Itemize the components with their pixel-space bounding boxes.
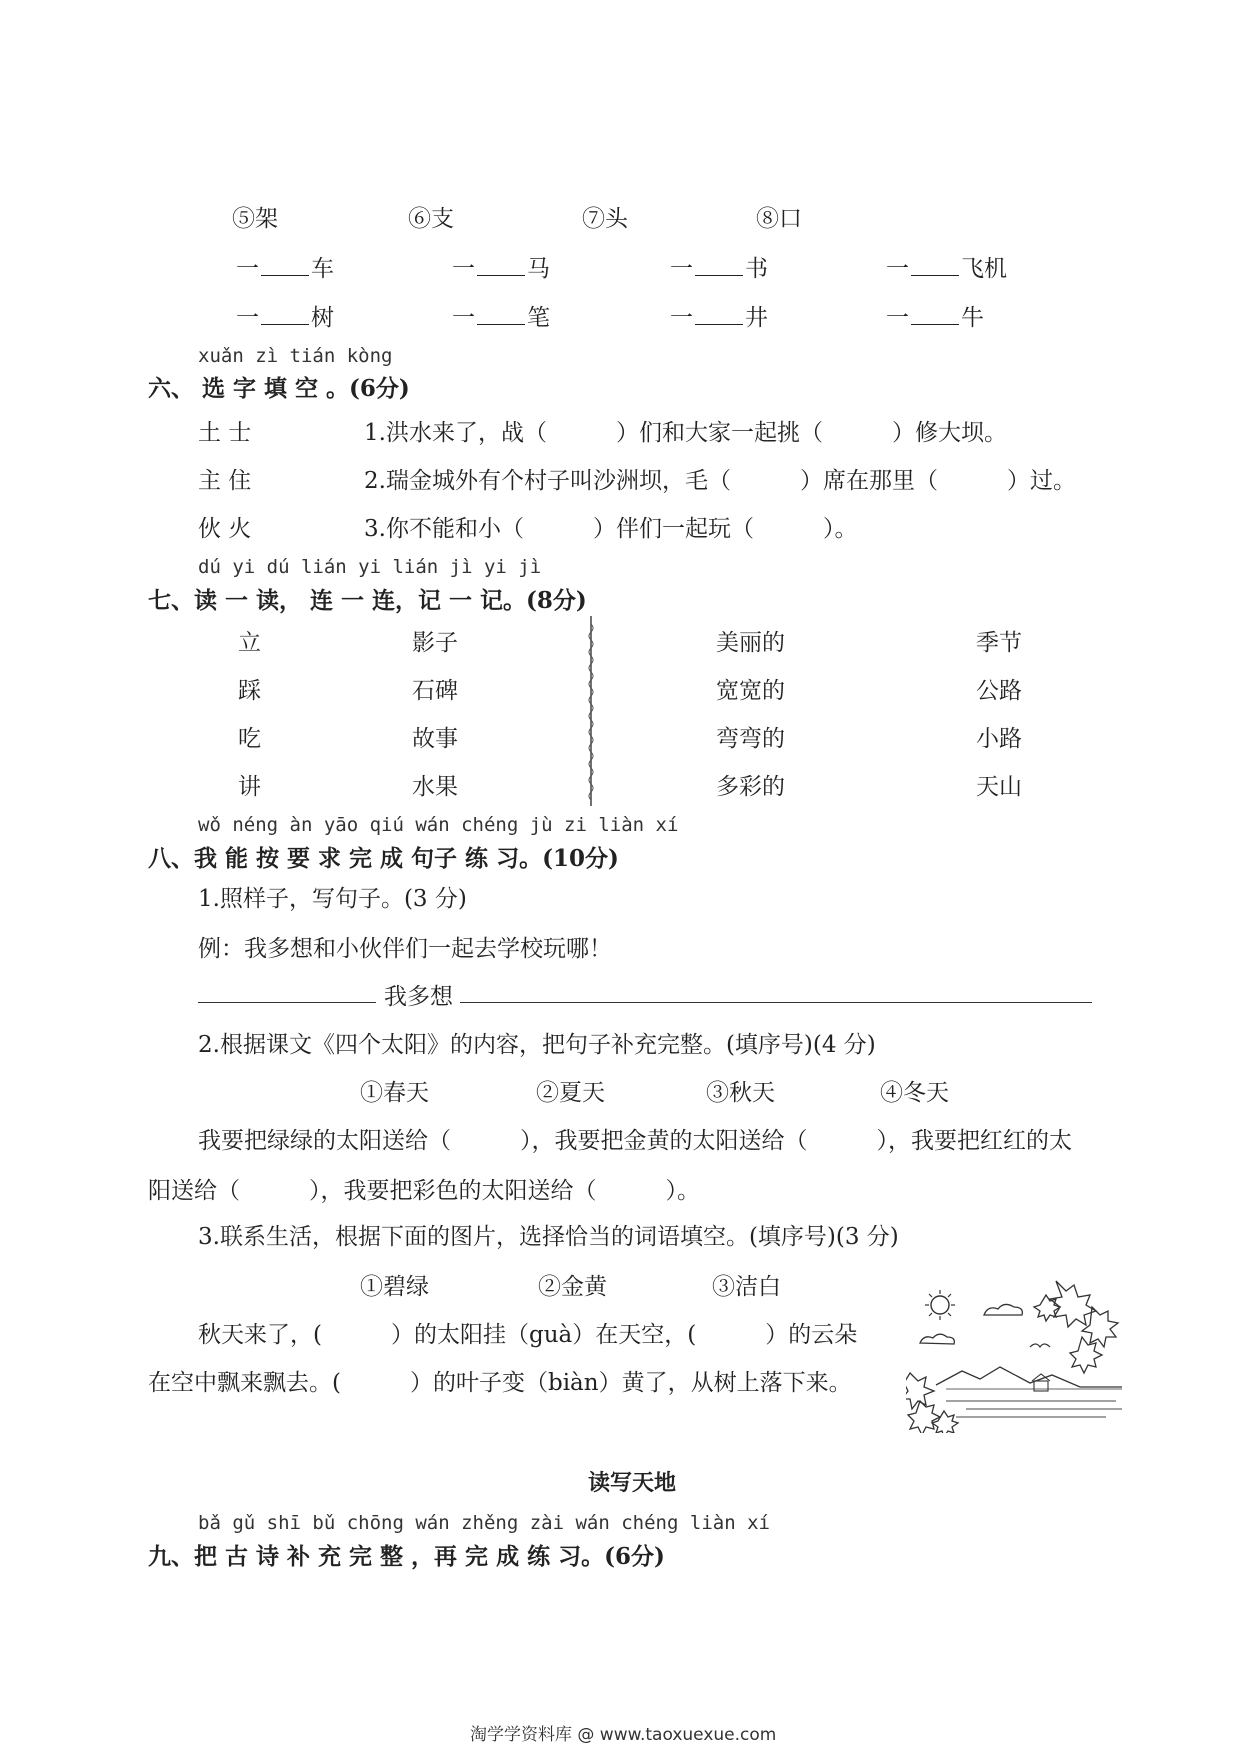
fill-item[interactable]: 一 牛 bbox=[886, 305, 984, 331]
fill-item[interactable]: 一 马 bbox=[452, 256, 550, 282]
word-option: ③洁白 bbox=[712, 1274, 781, 1300]
q3-sentence-line1[interactable]: 秋天来了，( ）的太阳挂（guà）在天空，( ）的云朵 bbox=[198, 1322, 858, 1348]
q2-label: 2.根据课文《四个太阳》的内容，把句子补充完整。(填序号)(4 分) bbox=[198, 1032, 876, 1058]
season-option: ②夏天 bbox=[536, 1080, 605, 1106]
autumn-scene-illustration bbox=[906, 1277, 1122, 1433]
option-5: ⑤架 bbox=[232, 206, 278, 232]
section-heading: 读写天地 bbox=[588, 1470, 677, 1496]
fill-item[interactable]: 一 树 bbox=[236, 305, 334, 331]
fill-item[interactable]: 一 井 bbox=[670, 305, 768, 331]
match-word[interactable]: 踩 bbox=[238, 678, 261, 704]
q2-sentence-line2[interactable]: 阳送给（ ），我要把彩色的太阳送给（ ）。 bbox=[148, 1178, 700, 1204]
word-option: ①碧绿 bbox=[360, 1274, 429, 1300]
match-word[interactable]: 弯弯的 bbox=[716, 726, 785, 752]
season-option: ③秋天 bbox=[706, 1080, 775, 1106]
match-word[interactable]: 吃 bbox=[238, 726, 261, 752]
match-word[interactable]: 水果 bbox=[412, 774, 458, 800]
sec6-title: 六、 选 字 填 空 。(6分) bbox=[148, 375, 410, 402]
answer-blank-2[interactable] bbox=[460, 1002, 1092, 1003]
option-8: ⑧口 bbox=[756, 206, 802, 232]
match-word[interactable]: 宽宽的 bbox=[716, 678, 785, 704]
option-6: ⑥支 bbox=[408, 206, 454, 232]
match-word[interactable]: 天山 bbox=[976, 774, 1022, 800]
match-word[interactable]: 美丽的 bbox=[716, 630, 785, 656]
word-option: ②金黄 bbox=[538, 1274, 607, 1300]
match-word[interactable]: 公路 bbox=[976, 678, 1022, 704]
char-pair: 伙 火 bbox=[198, 516, 252, 542]
answer-blank-1[interactable] bbox=[198, 1002, 376, 1003]
fill-prompt: 我多想 bbox=[384, 984, 453, 1010]
fill-item[interactable]: 一 书 bbox=[670, 256, 768, 282]
char-pair: 土 士 bbox=[198, 420, 252, 446]
char-pair: 主 住 bbox=[198, 468, 252, 494]
sec9-title: 九、把 古 诗 补 充 完 整 ，再 完 成 练 习。(6分) bbox=[148, 1543, 665, 1570]
ornamental-divider bbox=[586, 616, 596, 806]
match-word[interactable]: 小路 bbox=[976, 726, 1022, 752]
match-word[interactable]: 石碑 bbox=[412, 678, 458, 704]
q3-label: 3.联系生活，根据下面的图片，选择恰当的词语填空。(填序号)(3 分) bbox=[198, 1224, 899, 1250]
match-word[interactable]: 故事 bbox=[412, 726, 458, 752]
season-option: ④冬天 bbox=[880, 1080, 949, 1106]
sec7-pinyin: dú yi dú lián yi lián jì yi jì bbox=[198, 556, 542, 578]
sentence[interactable]: 1.洪水来了，战（ ）们和大家一起挑（ ）修大坝。 bbox=[364, 420, 1007, 446]
match-word[interactable]: 多彩的 bbox=[716, 774, 785, 800]
sec8-pinyin: wǒ néng àn yāo qiú wán chéng jù zi liàn xí bbox=[198, 814, 679, 836]
q2-sentence-line1[interactable]: 我要把绿绿的太阳送给（ ），我要把金黄的太阳送给（ ），我要把红红的太 bbox=[198, 1128, 1072, 1154]
sentence[interactable]: 2.瑞金城外有个村子叫沙洲坝，毛（ ）席在那里（ ）过。 bbox=[364, 468, 1076, 494]
match-word[interactable]: 立 bbox=[238, 630, 261, 656]
fill-item[interactable]: 一 笔 bbox=[452, 305, 550, 331]
sec8-title: 八、我 能 按 要 求 完 成 句子 练 习。(10分) bbox=[148, 845, 619, 872]
season-option: ①春天 bbox=[360, 1080, 429, 1106]
sec9-pinyin: bǎ gǔ shī bǔ chōng wán zhěng zài wán chéng liàn xí bbox=[198, 1512, 770, 1534]
q1-label: 1.照样子，写句子。(3 分) bbox=[198, 886, 467, 912]
match-word[interactable]: 季节 bbox=[976, 630, 1022, 656]
fill-item[interactable]: 一 飞机 bbox=[886, 256, 1007, 282]
sec7-title: 七、读 一 读， 连 一 连，记 一 记。(8分) bbox=[148, 587, 587, 614]
match-word[interactable]: 影子 bbox=[412, 630, 458, 656]
sentence[interactable]: 3.你不能和小（ ）伴们一起玩（ ）。 bbox=[364, 516, 858, 542]
example-sentence: 例：我多想和小伙伴们一起去学校玩哪！ bbox=[198, 936, 612, 962]
option-7: ⑦头 bbox=[582, 206, 628, 232]
footer-watermark: 淘学学资料库 @ www.taoxuexue.com bbox=[470, 1725, 777, 1745]
sec6-pinyin: xuǎn zì tián kòng bbox=[198, 345, 393, 367]
fill-item[interactable]: 一 车 bbox=[236, 256, 334, 282]
q3-sentence-line2[interactable]: 在空中飘来飘去。( ）的叶子变（biàn）黄了，从树上落下来。 bbox=[148, 1370, 852, 1396]
match-word[interactable]: 讲 bbox=[238, 774, 261, 800]
